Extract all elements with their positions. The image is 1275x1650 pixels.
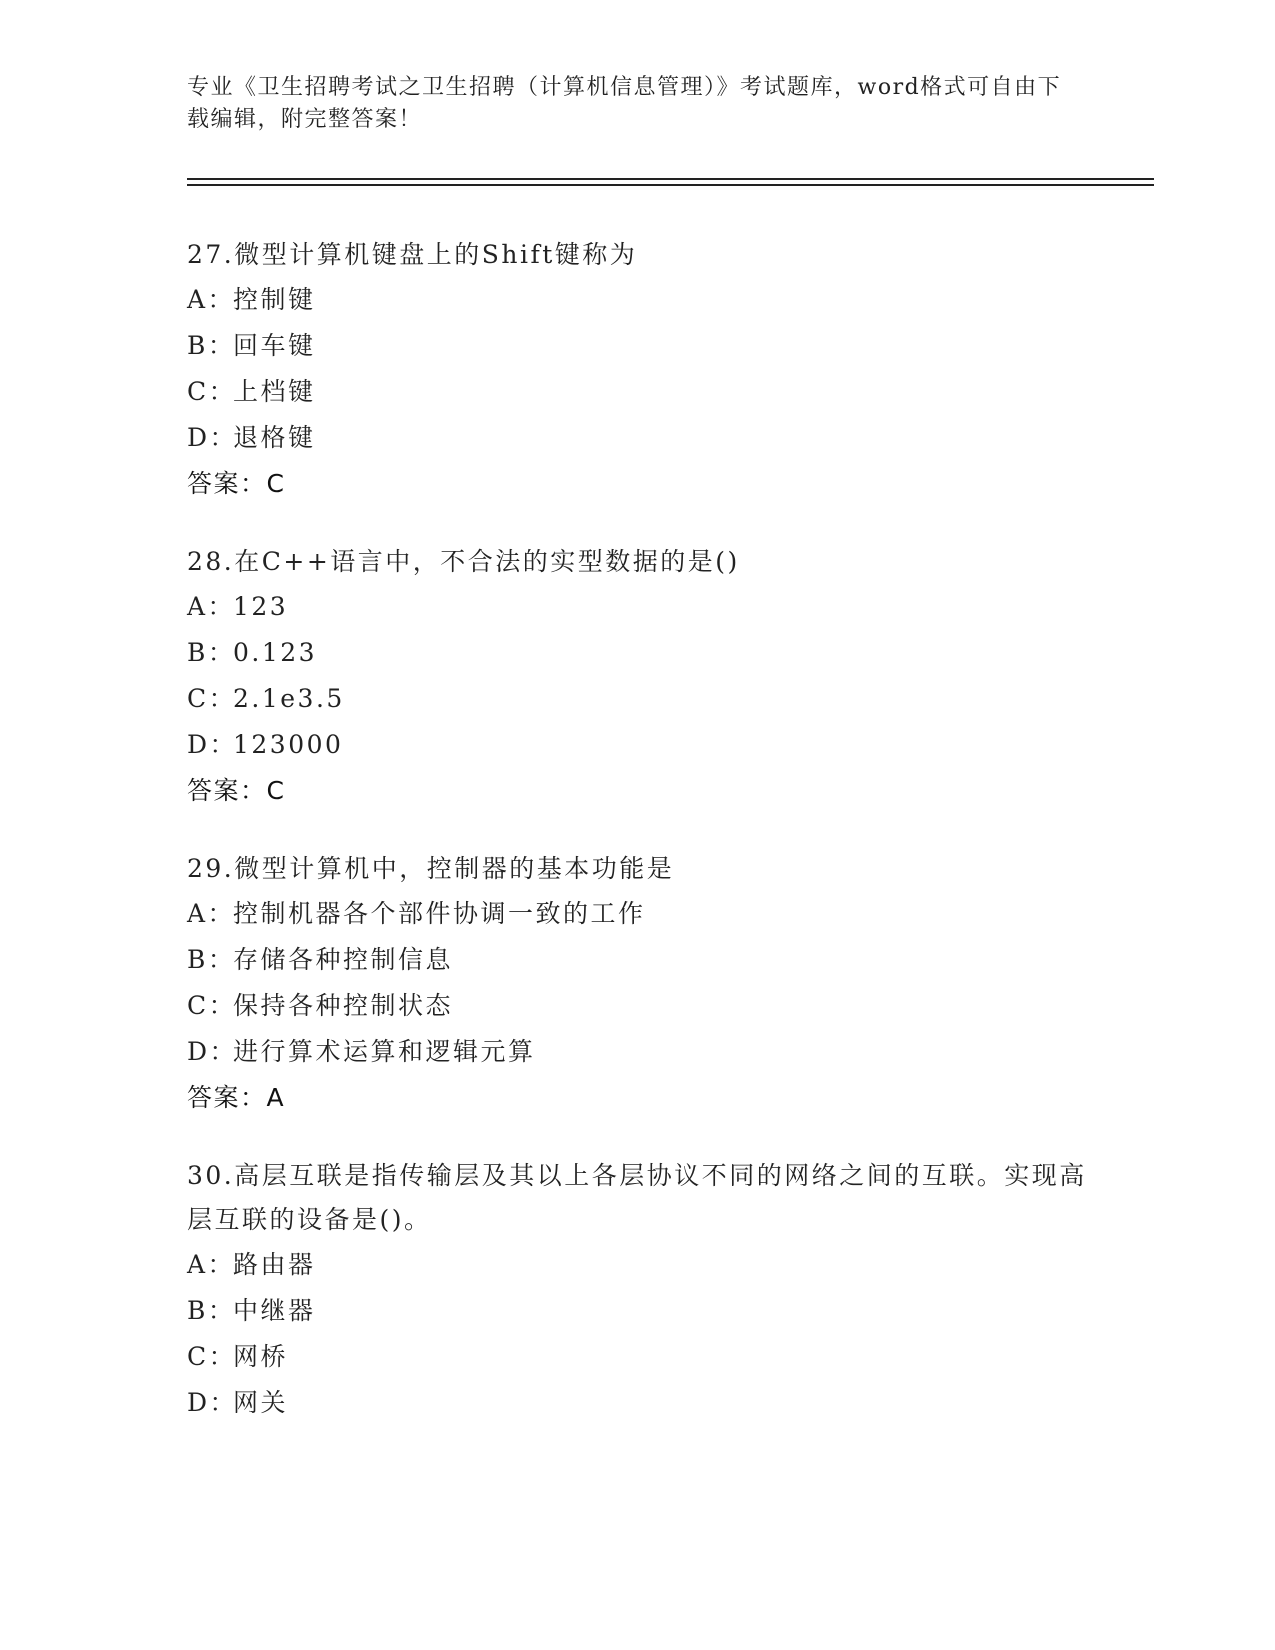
option-key: D：: [187, 1388, 238, 1417]
option-key: A：: [187, 899, 236, 928]
option-text: 路由器: [233, 1250, 316, 1279]
option-text: 2.1e3.5: [233, 684, 345, 713]
option-text: 保持各种控制状态: [233, 991, 454, 1020]
option-c: [187, 676, 1087, 722]
answer: 答案：C: [187, 776, 286, 805]
option-text: 存储各种控制信息: [233, 945, 454, 974]
option-d: [187, 415, 1087, 461]
option-a: [187, 891, 1087, 937]
option-text: 0.123: [233, 638, 318, 667]
question-stem: 30.高层互联是指传输层及其以上各层协议不同的网络之间的互联。实现高层互联的设备是()。: [187, 1161, 1087, 1234]
option-key: A：: [187, 285, 236, 314]
question-stem: 28.在C++语言中，不合法的实型数据的是(): [187, 547, 740, 576]
option-d: [187, 1380, 1087, 1426]
option-key: D：: [187, 423, 238, 452]
question-stem: 27.微型计算机键盘上的Shift键称为: [187, 240, 638, 269]
option-text: 上档键: [233, 377, 316, 406]
option-b: [187, 630, 1087, 676]
option-text: 123: [233, 592, 289, 621]
question-list: [187, 233, 1087, 1459]
option-text: 网关: [233, 1388, 289, 1417]
option-c: [187, 1334, 1087, 1380]
question-27: [187, 233, 1087, 507]
option-text: 123000: [233, 730, 344, 759]
option-a: [187, 277, 1087, 323]
option-text: 进行算术运算和逻辑元算: [233, 1037, 536, 1066]
question-29: [187, 847, 1087, 1121]
option-b: [187, 1288, 1087, 1334]
question-30: [187, 1154, 1087, 1426]
option-key: D：: [187, 730, 238, 759]
option-b: [187, 323, 1087, 369]
option-key: B：: [187, 1296, 236, 1325]
option-text: 控制机器各个部件协调一致的工作: [233, 899, 646, 928]
option-key: B：: [187, 638, 236, 667]
option-a: [187, 1242, 1087, 1288]
option-d: [187, 1029, 1087, 1075]
answer: 答案：A: [187, 1083, 286, 1112]
question-stem: 29.微型计算机中，控制器的基本功能是: [187, 854, 675, 883]
option-text: 退格键: [233, 423, 316, 452]
option-text: 中继器: [233, 1296, 316, 1325]
option-key: C：: [187, 991, 237, 1020]
option-key: B：: [187, 945, 236, 974]
option-b: [187, 937, 1087, 983]
option-key: A：: [187, 1250, 236, 1279]
option-key: C：: [187, 684, 237, 713]
option-c: [187, 369, 1087, 415]
option-text: 回车键: [233, 331, 316, 360]
option-c: [187, 983, 1087, 1029]
option-key: A：: [187, 592, 236, 621]
option-text: 控制键: [233, 285, 316, 314]
header-divider-bottom: [187, 184, 1154, 186]
answer: 答案：C: [187, 469, 286, 498]
option-key: D：: [187, 1037, 238, 1066]
question-28: [187, 540, 1087, 814]
document-header: 专业《卫生招聘考试之卫生招聘（计算机信息管理）》考试题库，word格式可自由下载编辑，附完整答案！: [187, 75, 1062, 132]
header-divider-top: [187, 178, 1154, 180]
option-d: [187, 722, 1087, 768]
option-key: C：: [187, 377, 237, 406]
option-text: 网桥: [233, 1342, 289, 1371]
option-key: C：: [187, 1342, 237, 1371]
option-key: B：: [187, 331, 236, 360]
option-a: [187, 584, 1087, 630]
